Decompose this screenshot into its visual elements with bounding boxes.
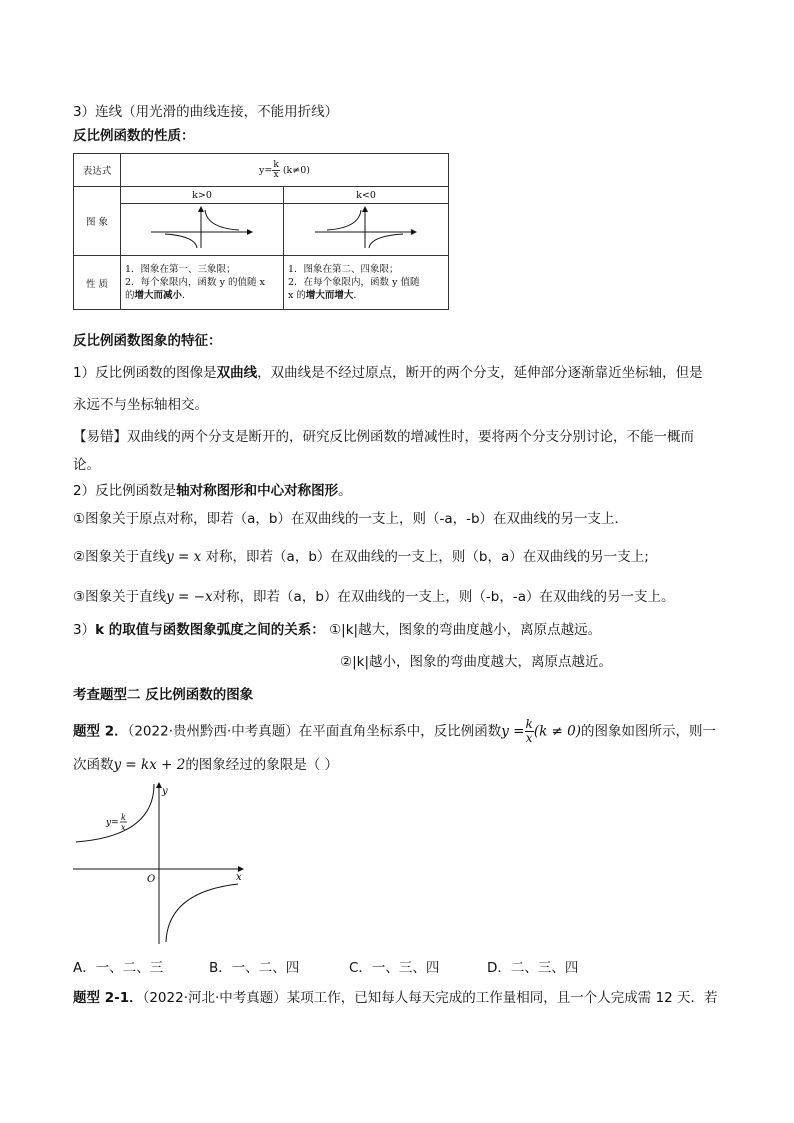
x-axis-label: x — [236, 872, 242, 883]
feature-3-cont: ②|k|越小，图象的弯曲度越大，离原点越近。 — [340, 654, 613, 670]
symmetry-3: ③图象关于直线y = −x对称，即若（a，b）在双曲线的一支上，则（-b，-a）在双曲线的另一支上。 — [73, 589, 675, 605]
feature-2-line: 2）反比例函数是轴对称图形和中心对称图形。 — [73, 483, 352, 499]
option-d[interactable]: D．二、三、四 — [487, 960, 579, 976]
connect-line-text: 3）连线（用光滑的曲线连接，不能用折线） — [73, 104, 339, 120]
pitfall-line: 【易错】双曲线的两个分支是断开的，研究反比例函数的增减性时，要将两个分支分别讨论，不能一概而 — [73, 429, 694, 445]
expr-cell: y= $\frac{k}{x}$ (k≠0) — [121, 154, 449, 187]
prop-pos-cell: 1．图象在第一、三象限； 2．每个象限内，函数 y 的值随 x 的增大而减小． — [121, 256, 284, 310]
expr-label: 表达式 — [74, 154, 121, 187]
option-a[interactable]: A．一、二、三 — [73, 960, 164, 976]
curve-label-x: x — [121, 823, 126, 832]
hyperbola-pos-icon — [147, 204, 257, 252]
question-2-cont: 次函数y = kx + 2的图象经过的象限是（ ） — [73, 757, 339, 773]
hyperbola-neg-icon — [311, 204, 421, 252]
properties-table — [73, 153, 449, 310]
graph-pos-cell — [121, 204, 284, 256]
graph-neg-cell — [284, 204, 449, 256]
graph-label: 图 象 — [74, 187, 121, 256]
pitfall-cont: 论。 — [73, 457, 100, 473]
props-heading: 反比例函数的性质： — [73, 128, 195, 144]
symmetry-2: ②图象关于直线y = x 对称，即若（a，b）在双曲线的一支上，则（b，a）在双曲线的另一支上; — [73, 549, 649, 565]
y-axis-label: y — [162, 786, 168, 797]
prop-neg-cell: 1．图象在第二、四象限； 2．在每个象限内，函数 y 值随 x 的增大而增大． — [284, 256, 449, 310]
col-neg-label: k<0 — [284, 187, 449, 204]
question-graph — [70, 780, 250, 948]
feature-1-cont: 永远不与坐标轴相交。 — [73, 397, 208, 413]
curve-label-k: k — [121, 813, 126, 822]
question-2-line: 题型 2．（2022·贵州黔西·中考真题）在平面直角坐标系中，反比例函数y = $\frac{k}{x}$ (k ≠ 0)的图象如图所示，则一 — [73, 717, 717, 745]
curve-label-y: y= — [106, 818, 119, 828]
answer-options — [73, 956, 578, 976]
option-b[interactable]: B．一、二、四 — [209, 960, 300, 976]
feature-3-line: 3）k 的取值与函数图象弧度之间的关系： ①|k|越大，图象的弯曲度越小，离原点越远。 — [73, 622, 602, 638]
branch-lower-right — [166, 884, 238, 942]
prop-label: 性 质 — [74, 256, 121, 310]
col-pos-label: k>0 — [121, 187, 284, 204]
origin-label: O — [147, 874, 156, 885]
branch-upper-left — [76, 784, 154, 842]
question-2-1-line: 题型 2-1．（2022·河北·中考真题）某项工作，已知每人每天完成的工作量相同，且一个人完成需 12 天．若 — [73, 990, 718, 1006]
features-heading: 反比例函数图象的特征： — [73, 333, 222, 349]
type-heading: 考查题型二 反比例函数的图象 — [73, 687, 254, 703]
option-c[interactable]: C．一、三、四 — [349, 960, 440, 976]
symmetry-1: ①图象关于原点对称，即若（a，b）在双曲线的一支上，则（-a，-b）在双曲线的另一支上． — [73, 511, 629, 527]
feature-1-line: 1）反比例函数的图像是双曲线，双曲线是不经过原点，断开的两个分支，延伸部分逐渐靠近坐标轴，但是 — [73, 365, 703, 381]
